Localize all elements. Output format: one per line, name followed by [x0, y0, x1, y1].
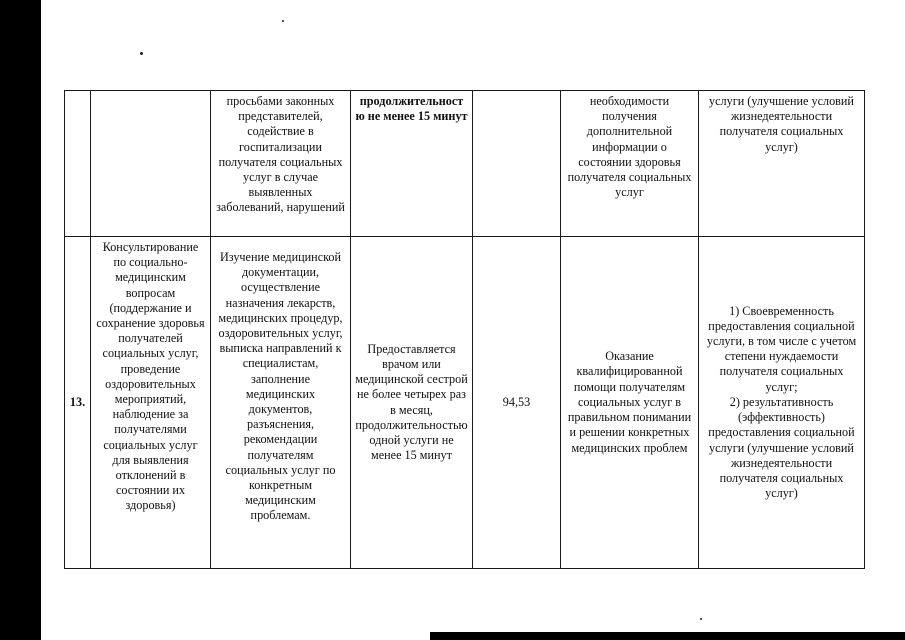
cell-number [65, 91, 91, 237]
scan-bottom-border [430, 632, 905, 640]
cell-quality-indicators: 1) Своевременность предоставления социальной услуги, в том числе с учетом степени нуждаемости получателя социальных услуг; 2) результативность (эффективность) предоставления социальной услуги (улучшение условий жизнедеятельности получателя социальных услуг) [699, 237, 865, 569]
scan-speck [140, 52, 143, 55]
table-row-continuation [65, 91, 865, 237]
cell-number: 13. [65, 237, 91, 569]
cell-tariff: 94,53 [473, 237, 561, 569]
cell-tariff [473, 91, 561, 237]
cell-conditions: необходимости получения дополнительной информации о состоянии здоровья получателя социальных услуг [561, 91, 699, 237]
cell-quality-indicators: услуги (улучшение условий жизнедеятельности получателя социальных услуг) [699, 91, 865, 237]
cell-service-standard: Предоставляется врачом или медицинской сестрой не более четырех раз в месяц, продолжительностью одной услуги не менее 15 минут [351, 237, 473, 569]
scan-left-border [0, 0, 41, 640]
cell-service-name [91, 91, 211, 237]
cell-service-standard: продолжительност ю не менее 15 минут [351, 91, 473, 237]
scan-speck [282, 20, 284, 22]
cell-service-name: Консультирование по социально- медицинским вопросам (поддержание и сохранение здоровья получателей социальных услуг, проведение оздоровительных мероприятий, наблюдение за получателями социальных услуг для выявления отклонений в состоянии их здоровья) [91, 237, 211, 569]
cell-service-content: Изучение медицинской документации, осуществление назначения лекарств, медицинских процедур, оздоровительных услуг, выписка направлений к специалистам, заполнение медицинских документов, разъяснения, рекомендации получателям социальных услуг по конкретным медицинским проблемам. [211, 237, 351, 569]
scan-speck [700, 618, 702, 620]
cell-conditions: Оказание квалифицированной помощи получателям социальных услуг в правильном понимании и решении конкретных медицинских проблем [561, 237, 699, 569]
cell-service-content: просьбами законных представителей, содействие в госпитализации получателя социальных услуг в случае выявленных заболеваний, нарушений [211, 91, 351, 237]
table-row-13 [65, 237, 865, 569]
services-table [64, 90, 865, 569]
